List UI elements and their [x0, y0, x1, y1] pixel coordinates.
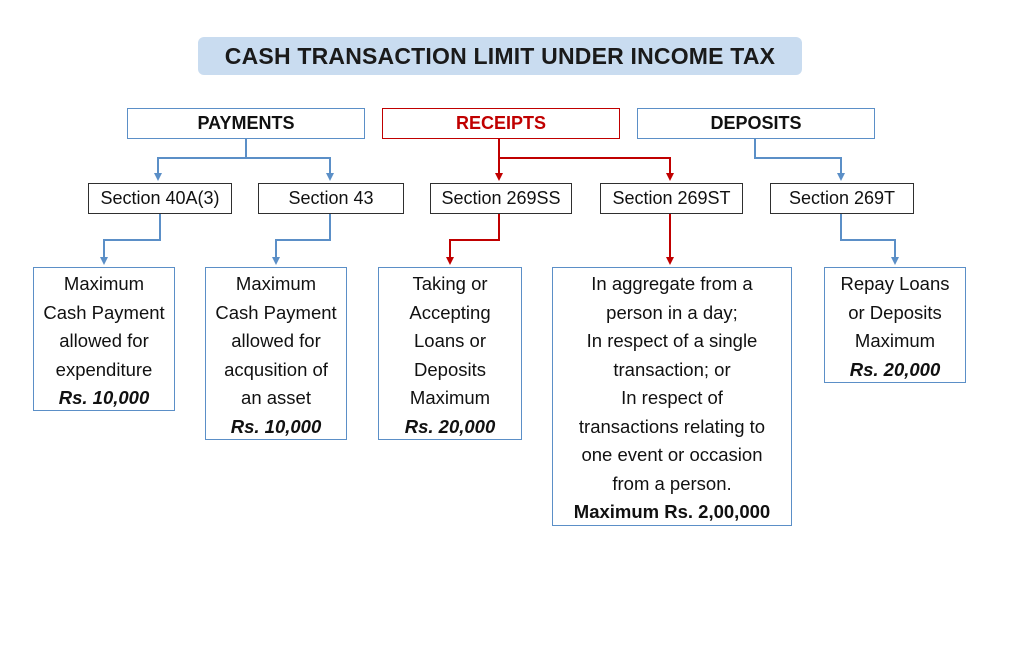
amount-269ss: Rs. 20,000 — [404, 415, 496, 437]
connector-269ss-desc — [450, 213, 499, 261]
desc-line: In aggregate from a — [591, 273, 753, 294]
desc-line: In respect of a single — [586, 330, 758, 351]
amount-40a3: Rs. 10,000 — [58, 387, 150, 408]
desc-line: Repay Loans — [840, 273, 950, 294]
section-269ss: Section 269SS — [430, 183, 572, 214]
desc-line: or Deposits — [848, 301, 942, 323]
connector-payments — [158, 138, 246, 177]
desc-line: Accepting — [409, 301, 491, 323]
desc-line: Maximum — [235, 273, 317, 294]
desc-line: Maximum — [409, 387, 491, 408]
description-269t — [824, 267, 966, 383]
section-43: Section 43 — [258, 183, 404, 214]
description-43 — [205, 267, 347, 440]
desc-line: allowed for — [59, 330, 149, 351]
desc-line: Taking or — [412, 273, 488, 294]
category-receipts: RECEIPTS — [382, 108, 620, 139]
desc-line: In respect of — [621, 387, 723, 408]
connector-payments-43 — [246, 158, 330, 177]
page-title: CASH TRANSACTION LIMIT UNDER INCOME TAX — [198, 37, 802, 75]
desc-line: Maximum — [63, 273, 145, 294]
desc-line: acqusition of — [224, 358, 328, 380]
connector-40a3-desc — [104, 213, 160, 261]
amount-269t: Rs. 20,000 — [849, 358, 941, 380]
desc-line: Deposits — [414, 358, 486, 380]
section-269t: Section 269T — [770, 183, 914, 214]
description-269ss — [378, 267, 522, 440]
desc-line: transaction; or — [613, 358, 731, 380]
connector-deposits — [755, 138, 841, 177]
connector-receipts-269st — [499, 158, 670, 177]
amount-43: Rs. 10,000 — [230, 415, 322, 437]
description-40a3 — [33, 267, 175, 411]
connector-269t-desc — [841, 213, 895, 261]
desc-line: from a person. — [612, 472, 732, 494]
desc-line: an asset — [241, 387, 311, 408]
section-40a3: Section 40A(3) — [88, 183, 232, 214]
section-269st: Section 269ST — [600, 183, 743, 214]
description-269st — [552, 267, 792, 526]
desc-line: one event or occasion — [581, 444, 763, 465]
desc-line: expenditure — [55, 358, 153, 380]
desc-line: person in a day; — [606, 301, 738, 323]
amount-269st: Maximum Rs. 2,00,000 — [573, 501, 771, 522]
desc-line: Maximum — [854, 330, 936, 351]
desc-line: Cash Payment — [43, 301, 165, 323]
connector-43-desc — [276, 213, 330, 261]
category-deposits: DEPOSITS — [637, 108, 875, 139]
desc-line: Cash Payment — [215, 301, 337, 323]
category-payments: PAYMENTS — [127, 108, 365, 139]
desc-line: transactions relating to — [578, 415, 766, 437]
desc-line: allowed for — [231, 330, 321, 351]
desc-line: Loans or — [414, 330, 486, 351]
